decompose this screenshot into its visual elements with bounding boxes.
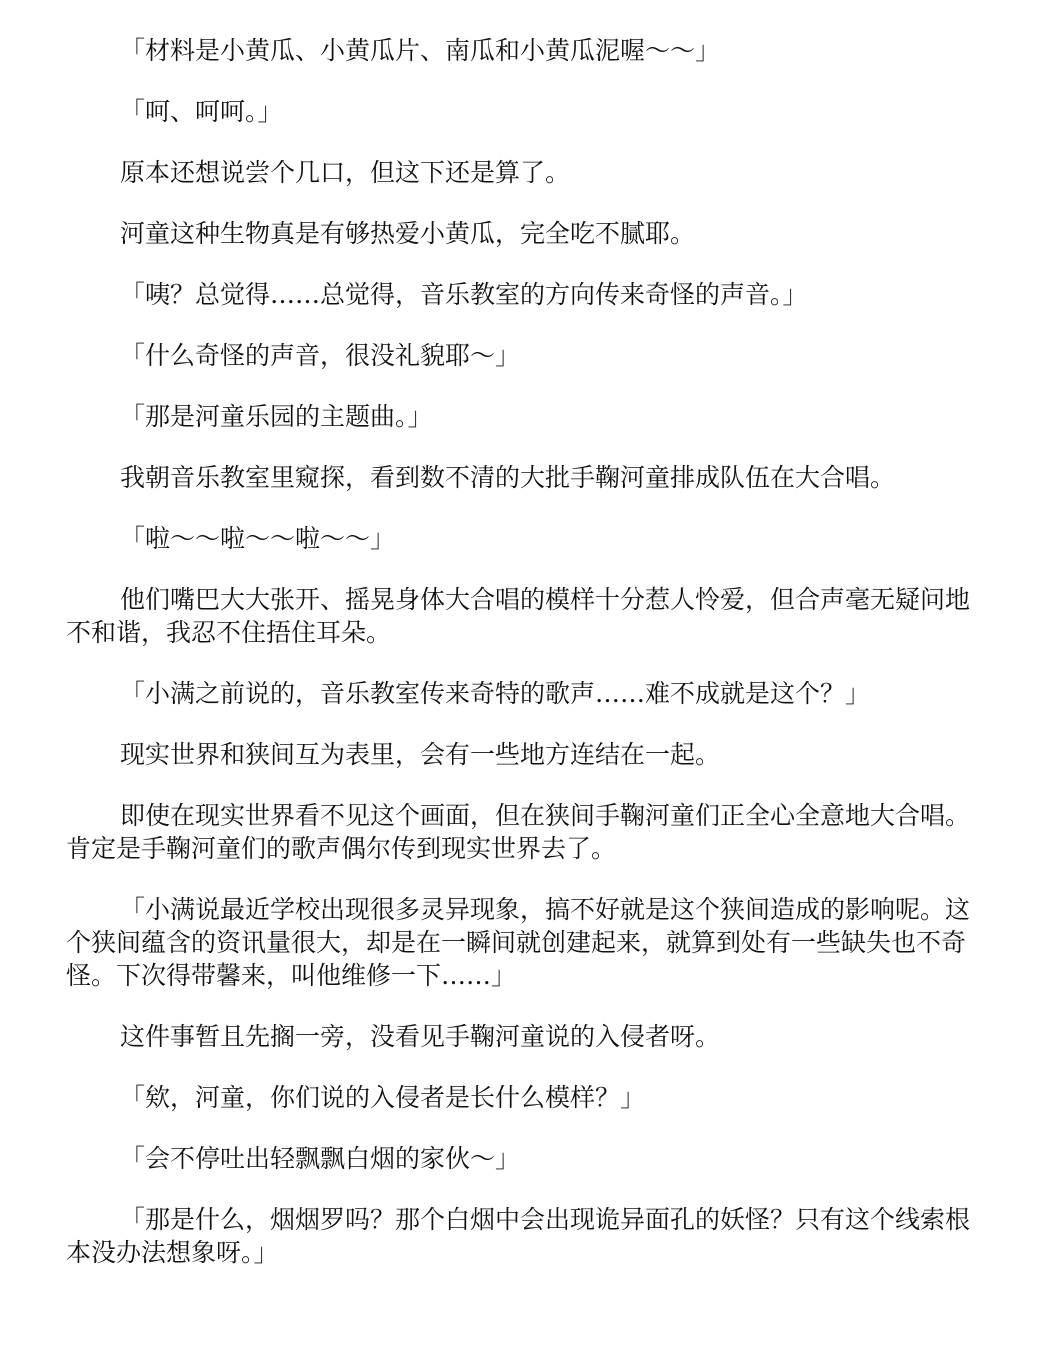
paragraph-12: 现实世界和狭间互为表里，会有一些地方连结在一起。: [120, 740, 721, 769]
paragraph-4: 河童这种生物真是有够热爱小黄瓜，完全吃不腻耶。: [120, 219, 696, 248]
paragraph-11: 「小满之前说的，音乐教室传来奇特的歌声……难不成就是这个？」: [120, 679, 871, 708]
paragraph-15: 这件事暂且先搁一旁，没看见手鞠河童说的入侵者呀。: [120, 1022, 721, 1051]
paragraph-2: 「呵、呵呵。」: [120, 97, 283, 126]
document-page: [66, 34, 978, 1297]
paragraph-7: 「那是河童乐园的主题曲。」: [120, 402, 433, 431]
paragraph-17: 「会不停吐出轻飘飘白烟的家伙～」: [120, 1144, 521, 1173]
paragraph-16: 「欸，河童，你们说的入侵者是长什么模样？」: [120, 1083, 646, 1112]
paragraph-8: 我朝音乐教室里窥探，看到数不清的大批手鞠河童排成队伍在大合唱。: [120, 463, 896, 492]
paragraph-5: 「咦？总觉得……总觉得，音乐教室的方向传来奇怪的声音。」: [120, 280, 808, 309]
paragraph-6: 「什么奇怪的声音，很没礼貌耶～」: [120, 341, 521, 370]
paragraph-1: 「材料是小黄瓜、小黄瓜片、南瓜和小黄瓜泥喔～～」: [120, 36, 721, 65]
paragraph-10: 他们嘴巴大大张开、摇晃身体大合唱的模样十分惹人怜爱，但合声毫无疑问地不和谐，我忍不住捂住耳朵。: [66, 585, 971, 647]
paragraph-13: 即使在现实世界看不见这个画面，但在狭间手鞠河童们正全心全意地大合唱。肯定是手鞠河童们的歌声偶尔传到现实世界去了。: [66, 801, 971, 863]
paragraph-9: 「啦～～啦～～啦～～」: [120, 524, 396, 553]
paragraph-3: 原本还想说尝个几口，但这下还是算了。: [120, 158, 571, 187]
paragraph-14: 「小满说最近学校出现很多灵异现象，搞不好就是这个狭间造成的影响呢。这个狭间蕴含的资讯量很大，却是在一瞬间就创建起来，就算到处有一些缺失也不奇怪。下次得带馨来，叫他维修一下……」: [66, 895, 971, 990]
paragraph-18: 「那是什么，烟烟罗吗？那个白烟中会出现诡异面孔的妖怪？只有这个线索根本没办法想象呀。」: [66, 1205, 971, 1267]
